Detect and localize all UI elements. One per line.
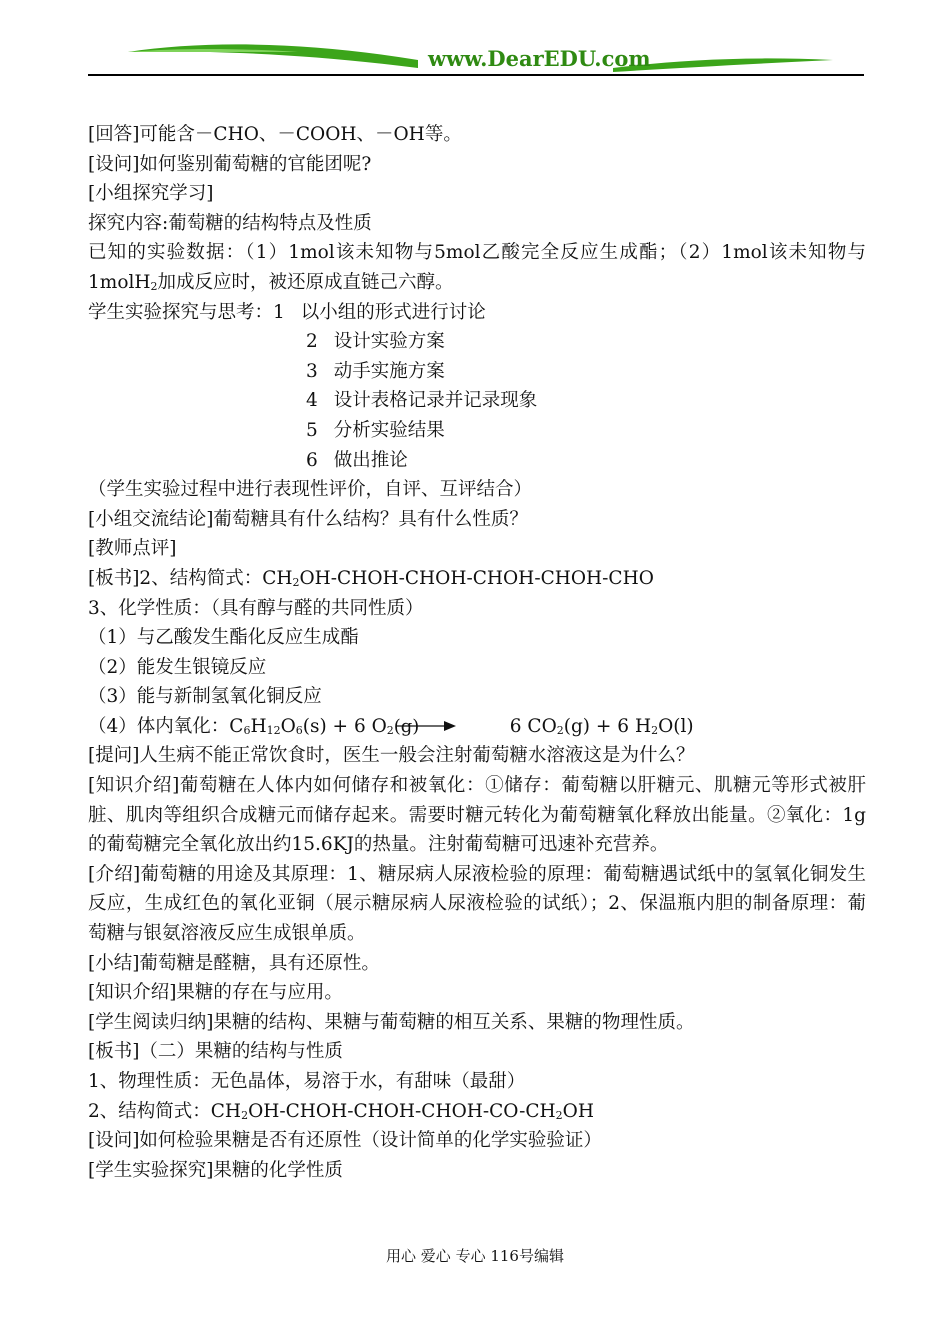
text-line: [设问]如何检验果糖是否有还原性（设计简单的化学实验验证） (88, 1130, 602, 1152)
text-line: [设问]如何鉴别葡萄糖的官能团呢? (88, 153, 372, 175)
text-line: [教师点评] (88, 538, 177, 560)
text-line: [提问]人生病不能正常饮食时，医生一般会注射葡萄糖水溶液这是为什么？ (88, 745, 695, 767)
text-line: [知识介绍]果糖的存在与应用。 (88, 982, 343, 1004)
uses-paragraph: [介绍]葡萄糖的用途及其原理：1、糖尿病人尿液检验的原理：葡萄糖遇试纸中的氢氧化铜发生反应，生成红色的氧化亚铜（展示糖尿病人尿液检验的试纸）；2、保温瓶内胆的制备原理：葡萄糖与银氨溶液反应生成银单质。 (88, 863, 866, 945)
step-row: 5 分析实验结果 (306, 419, 445, 441)
step-row: 学生实验探究与思考：1 以小组的形式进行讨论 (88, 301, 486, 323)
text-line: [小组探究学习] (88, 183, 214, 205)
step-row: 4 设计表格记录并记录现象 (306, 390, 538, 412)
text-line: [学生阅读归纳]果糖的结构、果糖与葡萄糖的相互关系、果糖的物理性质。 (88, 1011, 695, 1033)
text-line: [小组交流结论]葡萄糖具有什么结构？具有什么性质？ (88, 508, 528, 530)
text-line: （1）与乙酸发生酯化反应生成酯 (88, 627, 359, 649)
structure-formula-glucose: [板书]2、结构简式：$CH_2OH-CHOH-CHOH-CHOH-CHOH$-CHO (88, 567, 654, 589)
page-footer: 用心 爱心 专心 116号编辑 (386, 1247, 564, 1265)
text-line: [小结]葡萄糖是醛糖，具有还原性。 (88, 952, 380, 974)
text-line: （3）能与新制氢氧化铜反应 (88, 686, 322, 708)
steps-lead: 学生实验探究与思考： (88, 301, 274, 323)
structure-formula-fructose: 2、结构简式：$CH_2OH-CHOH-CHOH-CHOH-CO-CH_2OH$ (88, 1100, 594, 1122)
text-line: [学生实验探究]果糖的化学性质 (88, 1159, 343, 1181)
step-row: 6 做出推论 (306, 449, 408, 471)
text-line: （2）能发生银镜反应 (88, 656, 267, 678)
oxidation-equation: （4）体内氧化：$C_6H_{12}O_6(s) + 6$ $O_2$ (g) 6 $CO_2(g) + 6$ $H_2O(l)$ (88, 715, 694, 737)
text-line: 探究内容:葡萄糖的结构特点及性质 (88, 212, 372, 234)
known-data-paragraph: 已知的实验数据：（1）1mol该未知物与5mol乙酸完全反应生成酯；（2）1mol该未知物与1molH$_2$加成反应时，被还原成直链己六醇。 (88, 242, 866, 293)
text-line: 1、物理性质：无色晶体，易溶于水，有甜味（最甜） (88, 1071, 526, 1092)
text-line: [回答]可能含－CHO、－COOH、－OH等。 (88, 124, 462, 145)
site-logo[interactable]: www.DearEDU.com (428, 46, 651, 71)
step-row: 2 设计实验方案 (306, 331, 445, 353)
reaction-arrow-icon: (g) (394, 716, 458, 734)
document-body (88, 120, 866, 1185)
storage-oxidation-paragraph: [知识介绍]葡萄糖在人体内如何储存和被氧化：①储存：葡萄糖以肝糖元、肌糖元等形式被肝脏、肌肉等组织合成糖元而储存起来。需要时糖元转化为葡萄糖氧化释放出能量。②氧化：1g的葡萄糖完全氧化放出约15.6KJ的热量。注射葡萄糖可迅速补充营养。 (88, 775, 866, 856)
text-line: （学生实验过程中进行表现性评价，自评、互评结合） (88, 479, 533, 501)
header-rule (88, 74, 864, 76)
text-line: 3、化学性质：（具有醇与醛的共同性质） (88, 597, 424, 619)
step-row: 3 动手实施方案 (306, 360, 445, 382)
text-line: [板书]（二）果糖的结构与性质 (88, 1041, 343, 1063)
